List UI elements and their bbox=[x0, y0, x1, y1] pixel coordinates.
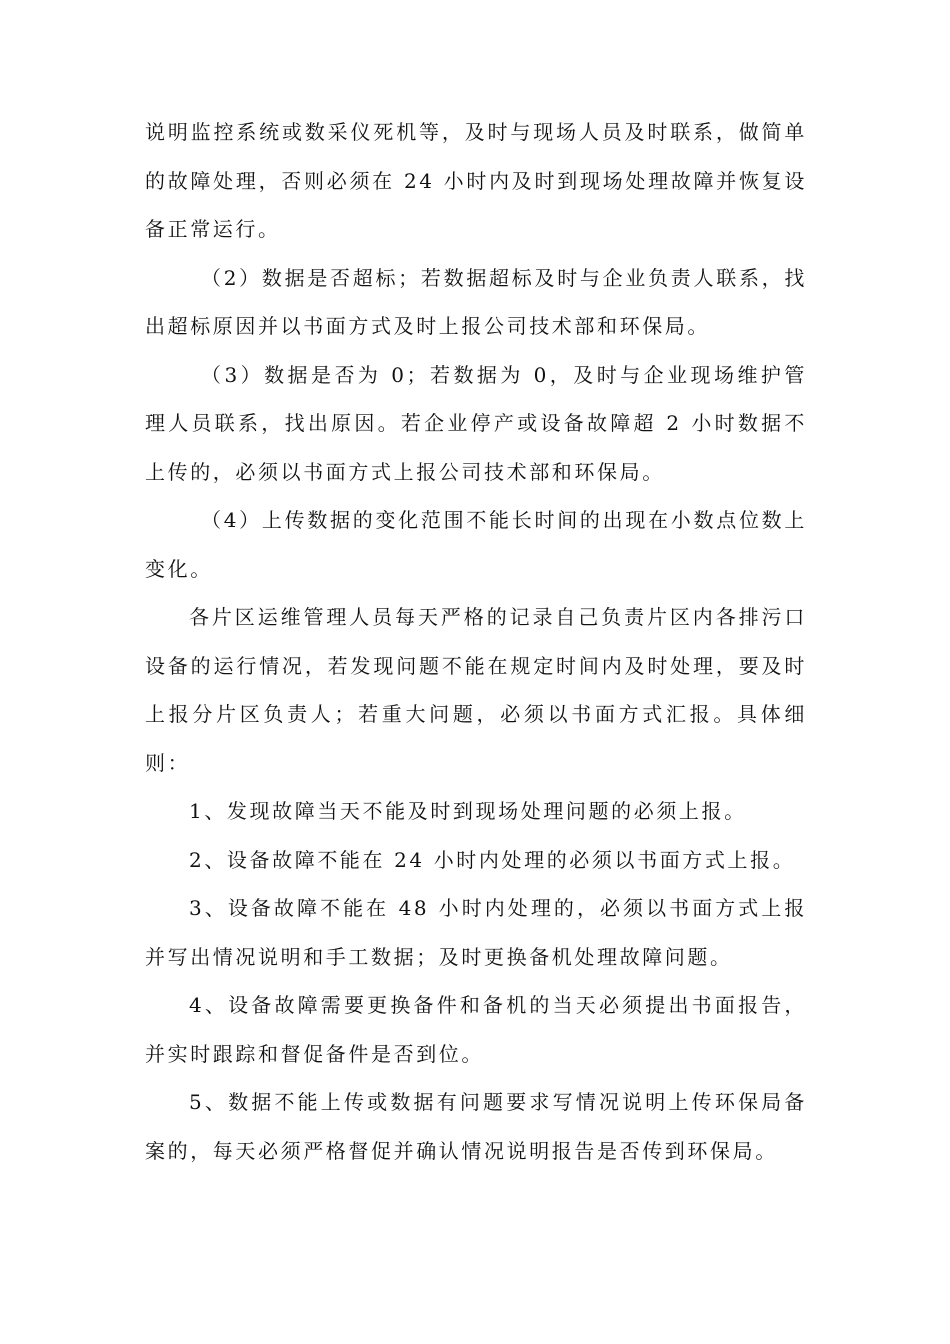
document-body bbox=[145, 108, 807, 1175]
rule-item-5: 5、数据不能上传或数据有问题要求写情况说明上传环保局备案的，每天必须严格督促并确认情况说明报告是否传到环保局。 bbox=[145, 1090, 807, 1163]
rule-item-2: 2、设备故障不能在 24 小时内处理的必须以书面方式上报。 bbox=[189, 847, 796, 872]
rule-item-3: 3、设备故障不能在 48 小时内处理的，必须以书面方式上报并写出情况说明和手工数据；及时更换备机处理故障问题。 bbox=[145, 896, 807, 969]
paragraph-item-2: （2）数据是否超标；若数据超标及时与企业负责人联系，找出超标原因并以书面方式及时上报公司技术部和环保局。 bbox=[145, 265, 807, 338]
rule-item-1: 1、发现故障当天不能及时到现场处理问题的必须上报。 bbox=[189, 799, 747, 823]
paragraph-item-4: （4）上传数据的变化范围不能长时间的出现在小数点位数上变化。 bbox=[145, 508, 807, 581]
paragraph-reporting-rules: 各片区运维管理人员每天严格的记录自己负责片区内各排污口设备的运行情况，若发现问题不能在规定时间内及时处理，要及时上报分片区负责人；若重大问题，必须以书面方式汇报。具体细则： bbox=[145, 605, 807, 775]
paragraph-item-3: （3）数据是否为 0；若数据为 0，及时与企业现场维护管理人员联系，找出原因。若企业停产或设备故障超 2 小时数据不上传的，必须以书面方式上报公司技术部和环保局。 bbox=[145, 362, 807, 484]
rule-item-4: 4、设备故障需要更换备件和备机的当天必须提出书面报告，并实时跟踪和督促备件是否到位。 bbox=[145, 993, 807, 1066]
paragraph-continuation: 说明监控系统或数采仪死机等，及时与现场人员及时联系，做简单的故障处理，否则必须在 24 小时内及时到现场处理故障并恢复设备正常运行。 bbox=[145, 120, 807, 241]
